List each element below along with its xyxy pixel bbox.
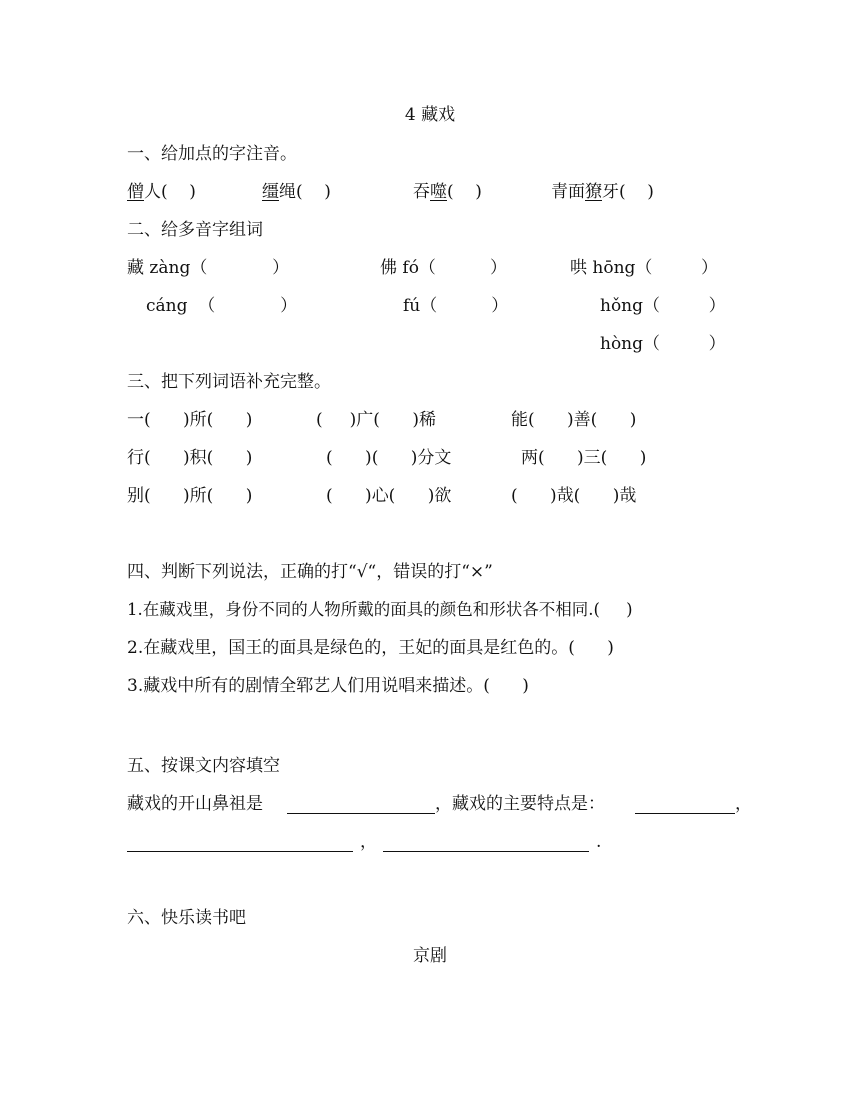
pinyin-item-3: 吞噬( ) <box>413 182 482 202</box>
page-title: 4 藏戏 <box>404 105 456 125</box>
fill-line-1-comma: ， <box>735 794 752 814</box>
reading-title: 京剧 <box>413 946 447 966</box>
pinyin-item-2: 缰绳( ) <box>262 182 331 202</box>
idiom-1-3: 能( )善( ) <box>511 410 637 430</box>
pinyin-item-4: 青面獠牙( ) <box>551 182 654 202</box>
polyphone-fo: 佛 fó（ ） <box>380 258 507 278</box>
idiom-3-2: ( )心( )欲 <box>326 486 452 506</box>
judge-item-2: 2.在藏戏里，国王的面具是绿色的，王妃的面具是红色的。( ) <box>127 638 614 658</box>
section-4-heading: 四、判断下列说法，正确的打“√“，错误的打“×” <box>127 562 493 582</box>
idiom-2-2: ( )( )分文 <box>326 448 452 468</box>
idiom-3-1: 别( )所( ) <box>127 486 253 506</box>
judge-item-3: 3.藏戏中所有的剧情全郓艺人们用说唱来描述。( ) <box>127 676 529 696</box>
fill-blank-feature-1[interactable] <box>635 795 735 814</box>
fill-line-1-text-a: 藏戏的开山鼻祖是 <box>127 794 263 814</box>
idiom-1-1: 一( )所( ) <box>127 410 253 430</box>
polyphone-cang: cáng （ ） <box>146 296 298 316</box>
fill-line-2-comma: ， <box>360 832 377 852</box>
pinyin-item-1: 僧人( ) <box>127 182 196 202</box>
idiom-2-1: 行( )积( ) <box>127 448 253 468</box>
polyphone-zang: 藏 zàng（ ） <box>127 258 290 278</box>
fill-blank-feature-3[interactable] <box>383 833 589 852</box>
polyphone-hong3: hǒng（ ） <box>600 296 726 316</box>
section-3-heading: 三、把下列词语补充完整。 <box>127 372 331 392</box>
fill-blank-feature-2[interactable] <box>127 833 353 852</box>
section-2-heading: 二、给多音字组词 <box>127 220 263 240</box>
judge-item-1: 1.在藏戏里，身份不同的人物所戴的面具的颜色和形状各不相同.( ) <box>127 600 633 619</box>
polyphone-fu: fú（ ） <box>403 296 509 316</box>
fill-line-2-period: . <box>596 832 602 852</box>
fill-line-1-text-b: ，藏戏的主要特点是： <box>435 794 605 814</box>
polyphone-hong4: hòng（ ） <box>600 334 726 354</box>
section-1-heading: 一、给加点的字注音。 <box>127 144 297 164</box>
idiom-3-3: ( )哉( )哉 <box>511 486 637 506</box>
idiom-2-3: 两( )三( ) <box>521 448 647 468</box>
polyphone-hong1: 哄 hōng（ ） <box>570 258 719 278</box>
idiom-1-2: ( )广( )稀 <box>316 410 436 430</box>
section-6-heading: 六、快乐读书吧 <box>127 908 246 928</box>
fill-blank-founder[interactable] <box>287 795 435 814</box>
section-5-heading: 五、按课文内容填空 <box>127 756 280 776</box>
